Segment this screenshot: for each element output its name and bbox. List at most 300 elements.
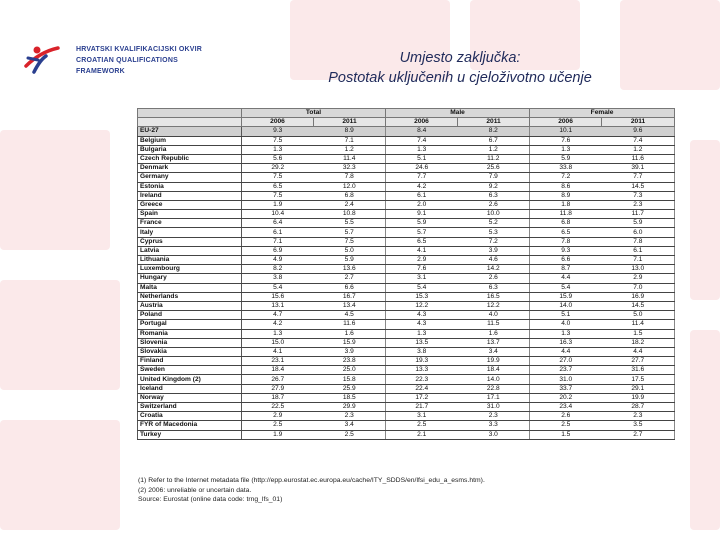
value-cell: 5.1 xyxy=(530,311,602,320)
value-cell: 7.5 xyxy=(242,173,314,182)
table-row xyxy=(138,154,675,163)
source-note: Source: Eurostat (online data code: trng_lfs_01) xyxy=(138,496,283,503)
value-cell: 22.5 xyxy=(242,403,314,412)
value-cell: 8.9 xyxy=(314,127,386,136)
value-cell: 4.5 xyxy=(314,311,386,320)
background-tile xyxy=(0,130,110,250)
value-cell: 13.4 xyxy=(314,301,386,310)
footnotes xyxy=(138,476,485,505)
country-cell: FYR of Macedonia xyxy=(138,421,242,430)
table-row xyxy=(138,182,675,191)
value-cell: 5.4 xyxy=(530,283,602,292)
value-cell: 4.1 xyxy=(242,347,314,356)
value-cell: 7.4 xyxy=(602,136,675,145)
value-cell: 5.9 xyxy=(386,219,458,228)
table-row xyxy=(138,228,675,237)
value-cell: 3.9 xyxy=(314,347,386,356)
country-cell: Luxembourg xyxy=(138,265,242,274)
country-cell: United Kingdom (2) xyxy=(138,375,242,384)
country-cell: Iceland xyxy=(138,384,242,393)
value-cell: 7.8 xyxy=(314,173,386,182)
value-cell: 18.2 xyxy=(602,338,675,347)
value-cell: 6.3 xyxy=(458,191,530,200)
value-cell: 25.6 xyxy=(458,164,530,173)
value-cell: 6.6 xyxy=(530,256,602,265)
value-cell: 4.4 xyxy=(530,274,602,283)
table-row xyxy=(138,366,675,375)
table-row xyxy=(138,301,675,310)
header-group-total: Total xyxy=(242,109,386,118)
header-blank xyxy=(138,109,242,118)
footnote-1: (1) Refer to the Internet metadata file (http://epp.eurostat.ec.europa.eu/cache/ITY_SDDS/en/lfsi_edu_a_esms.htm). xyxy=(138,477,485,484)
value-cell: 4.0 xyxy=(530,320,602,329)
header-year: 2006 xyxy=(386,118,458,127)
table-row xyxy=(138,375,675,384)
logo-line-1: HRVATSKI KVALIFIKACIJSKI OKVIR xyxy=(76,46,203,53)
country-cell: Poland xyxy=(138,311,242,320)
value-cell: 19.9 xyxy=(458,357,530,366)
table-row xyxy=(138,246,675,255)
country-cell: Slovakia xyxy=(138,347,242,356)
table-row xyxy=(138,256,675,265)
value-cell: 8.4 xyxy=(386,127,458,136)
country-cell: Romania xyxy=(138,329,242,338)
value-cell: 13.6 xyxy=(314,265,386,274)
value-cell: 13.5 xyxy=(386,338,458,347)
value-cell: 2.5 xyxy=(242,421,314,430)
country-cell: Denmark xyxy=(138,164,242,173)
logo-line-2: CROATIAN QUALIFICATIONS FRAMEWORK xyxy=(76,57,178,75)
value-cell: 4.7 xyxy=(242,311,314,320)
header-year: 2011 xyxy=(458,118,530,127)
value-cell: 6.0 xyxy=(602,228,675,237)
logo-icon xyxy=(24,42,72,76)
country-cell: Estonia xyxy=(138,182,242,191)
value-cell: 3.4 xyxy=(314,421,386,430)
value-cell: 31.0 xyxy=(458,403,530,412)
value-cell: 18.7 xyxy=(242,393,314,402)
value-cell: 3.9 xyxy=(458,246,530,255)
country-cell: Austria xyxy=(138,301,242,310)
value-cell: 19.3 xyxy=(386,357,458,366)
value-cell: 9.3 xyxy=(242,127,314,136)
value-cell: 6.3 xyxy=(458,283,530,292)
value-cell: 2.9 xyxy=(242,412,314,421)
value-cell: 25.0 xyxy=(314,366,386,375)
value-cell: 6.5 xyxy=(530,228,602,237)
country-cell: Latvia xyxy=(138,246,242,255)
value-cell: 10.8 xyxy=(314,210,386,219)
value-cell: 17.5 xyxy=(602,375,675,384)
country-cell: Switzerland xyxy=(138,403,242,412)
value-cell: 27.9 xyxy=(242,384,314,393)
country-cell: EU-27 xyxy=(138,127,242,136)
value-cell: 2.5 xyxy=(530,421,602,430)
value-cell: 3.1 xyxy=(386,274,458,283)
value-cell: 1.9 xyxy=(242,200,314,209)
footnote-2: (2) 2006: unreliable or uncertain data. xyxy=(138,486,252,494)
value-cell: 2.5 xyxy=(314,430,386,439)
value-cell: 4.6 xyxy=(458,256,530,265)
value-cell: 14.5 xyxy=(602,301,675,310)
value-cell: 3.8 xyxy=(242,274,314,283)
country-cell: Hungary xyxy=(138,274,242,283)
value-cell: 11.6 xyxy=(314,320,386,329)
value-cell: 31.0 xyxy=(530,375,602,384)
value-cell: 7.8 xyxy=(602,237,675,246)
value-cell: 9.6 xyxy=(602,127,675,136)
logo-text xyxy=(76,44,224,77)
value-cell: 14.2 xyxy=(458,265,530,274)
value-cell: 15.9 xyxy=(530,292,602,301)
table-row xyxy=(138,421,675,430)
table-row xyxy=(138,173,675,182)
value-cell: 2.3 xyxy=(458,412,530,421)
value-cell: 5.9 xyxy=(530,154,602,163)
value-cell: 5.9 xyxy=(602,219,675,228)
title-line-1: Umjesto zaključka: xyxy=(399,50,521,66)
value-cell: 5.0 xyxy=(314,246,386,255)
value-cell: 7.5 xyxy=(314,237,386,246)
value-cell: 23.7 xyxy=(530,366,602,375)
header-group-female: Female xyxy=(530,109,675,118)
value-cell: 1.2 xyxy=(458,145,530,154)
value-cell: 6.1 xyxy=(386,191,458,200)
value-cell: 11.7 xyxy=(602,210,675,219)
title-line-2: Postotak uključenih u cjeloživotno učenje xyxy=(328,70,592,86)
value-cell: 13.1 xyxy=(242,301,314,310)
value-cell: 7.8 xyxy=(530,237,602,246)
value-cell: 4.3 xyxy=(386,320,458,329)
value-cell: 1.3 xyxy=(386,145,458,154)
value-cell: 32.3 xyxy=(314,164,386,173)
value-cell: 3.3 xyxy=(458,421,530,430)
value-cell: 8.7 xyxy=(530,265,602,274)
value-cell: 4.3 xyxy=(386,311,458,320)
logo xyxy=(24,40,224,80)
value-cell: 2.4 xyxy=(314,200,386,209)
country-cell: Netherlands xyxy=(138,292,242,301)
value-cell: 10.4 xyxy=(242,210,314,219)
value-cell: 1.3 xyxy=(386,329,458,338)
country-cell: Greece xyxy=(138,200,242,209)
value-cell: 26.7 xyxy=(242,375,314,384)
value-cell: 4.2 xyxy=(386,182,458,191)
country-cell: Turkey xyxy=(138,430,242,439)
value-cell: 11.5 xyxy=(458,320,530,329)
value-cell: 29.9 xyxy=(314,403,386,412)
value-cell: 18.4 xyxy=(242,366,314,375)
value-cell: 13.0 xyxy=(602,265,675,274)
table-row xyxy=(138,403,675,412)
value-cell: 1.5 xyxy=(530,430,602,439)
value-cell: 5.4 xyxy=(386,283,458,292)
value-cell: 6.5 xyxy=(386,237,458,246)
value-cell: 23.1 xyxy=(242,357,314,366)
country-cell: Italy xyxy=(138,228,242,237)
country-cell: Norway xyxy=(138,393,242,402)
value-cell: 1.6 xyxy=(458,329,530,338)
value-cell: 5.3 xyxy=(458,228,530,237)
value-cell: 6.8 xyxy=(530,219,602,228)
value-cell: 11.2 xyxy=(458,154,530,163)
value-cell: 7.6 xyxy=(386,265,458,274)
value-cell: 4.1 xyxy=(386,246,458,255)
value-cell: 12.2 xyxy=(386,301,458,310)
value-cell: 9.2 xyxy=(458,182,530,191)
value-cell: 22.8 xyxy=(458,384,530,393)
value-cell: 17.1 xyxy=(458,393,530,402)
table-row xyxy=(138,384,675,393)
value-cell: 1.9 xyxy=(242,430,314,439)
page-title xyxy=(280,48,640,88)
value-cell: 27.7 xyxy=(602,357,675,366)
value-cell: 33.8 xyxy=(530,164,602,173)
value-cell: 10.1 xyxy=(530,127,602,136)
value-cell: 7.5 xyxy=(242,191,314,200)
table-row xyxy=(138,164,675,173)
table-row xyxy=(138,283,675,292)
header-group-male: Male xyxy=(386,109,530,118)
value-cell: 3.0 xyxy=(458,430,530,439)
value-cell: 2.3 xyxy=(602,200,675,209)
value-cell: 14.5 xyxy=(602,182,675,191)
country-cell: Slovenia xyxy=(138,338,242,347)
value-cell: 16.3 xyxy=(530,338,602,347)
value-cell: 11.6 xyxy=(602,154,675,163)
background-tile xyxy=(690,330,720,530)
value-cell: 1.5 xyxy=(602,329,675,338)
value-cell: 18.4 xyxy=(458,366,530,375)
value-cell: 7.1 xyxy=(314,136,386,145)
value-cell: 13.3 xyxy=(386,366,458,375)
value-cell: 2.6 xyxy=(458,200,530,209)
value-cell: 8.6 xyxy=(530,182,602,191)
value-cell: 8.2 xyxy=(458,127,530,136)
value-cell: 2.0 xyxy=(386,200,458,209)
table-row xyxy=(138,311,675,320)
value-cell: 5.2 xyxy=(458,219,530,228)
country-cell: Sweden xyxy=(138,366,242,375)
value-cell: 24.6 xyxy=(386,164,458,173)
country-cell: Spain xyxy=(138,210,242,219)
value-cell: 14.0 xyxy=(458,375,530,384)
table-row xyxy=(138,412,675,421)
value-cell: 5.6 xyxy=(242,154,314,163)
value-cell: 23.4 xyxy=(530,403,602,412)
value-cell: 31.6 xyxy=(602,366,675,375)
value-cell: 12.0 xyxy=(314,182,386,191)
value-cell: 4.0 xyxy=(458,311,530,320)
table-header-groups xyxy=(138,109,675,118)
value-cell: 2.9 xyxy=(386,256,458,265)
lifelong-learning-table xyxy=(137,108,675,440)
value-cell: 1.3 xyxy=(242,145,314,154)
header-year: 2006 xyxy=(242,118,314,127)
value-cell: 4.2 xyxy=(242,320,314,329)
value-cell: 20.2 xyxy=(530,393,602,402)
table-row xyxy=(138,127,675,136)
table-row xyxy=(138,357,675,366)
table-body xyxy=(138,127,675,439)
value-cell: 19.9 xyxy=(602,393,675,402)
value-cell: 6.1 xyxy=(242,228,314,237)
value-cell: 5.7 xyxy=(314,228,386,237)
value-cell: 8.9 xyxy=(530,191,602,200)
value-cell: 21.7 xyxy=(386,403,458,412)
table-row xyxy=(138,219,675,228)
value-cell: 6.8 xyxy=(314,191,386,200)
country-cell: Germany xyxy=(138,173,242,182)
table-row xyxy=(138,136,675,145)
country-cell: Malta xyxy=(138,283,242,292)
value-cell: 7.5 xyxy=(242,136,314,145)
value-cell: 9.3 xyxy=(530,246,602,255)
value-cell: 28.7 xyxy=(602,403,675,412)
value-cell: 10.0 xyxy=(458,210,530,219)
value-cell: 1.3 xyxy=(530,145,602,154)
value-cell: 23.8 xyxy=(314,357,386,366)
value-cell: 18.5 xyxy=(314,393,386,402)
value-cell: 8.2 xyxy=(242,265,314,274)
country-cell: Czech Republic xyxy=(138,154,242,163)
background-tile xyxy=(0,420,120,530)
value-cell: 6.9 xyxy=(242,246,314,255)
value-cell: 13.7 xyxy=(458,338,530,347)
table-row xyxy=(138,191,675,200)
value-cell: 5.0 xyxy=(602,311,675,320)
value-cell: 1.2 xyxy=(314,145,386,154)
value-cell: 6.4 xyxy=(242,219,314,228)
country-cell: Croatia xyxy=(138,412,242,421)
value-cell: 11.4 xyxy=(602,320,675,329)
value-cell: 5.7 xyxy=(386,228,458,237)
value-cell: 7.1 xyxy=(242,237,314,246)
value-cell: 6.5 xyxy=(242,182,314,191)
country-cell: France xyxy=(138,219,242,228)
value-cell: 22.4 xyxy=(386,384,458,393)
value-cell: 25.9 xyxy=(314,384,386,393)
value-cell: 2.7 xyxy=(602,430,675,439)
value-cell: 6.7 xyxy=(458,136,530,145)
value-cell: 7.0 xyxy=(602,283,675,292)
value-cell: 3.4 xyxy=(458,347,530,356)
background-tile xyxy=(690,140,720,300)
value-cell: 15.8 xyxy=(314,375,386,384)
country-cell: Belgium xyxy=(138,136,242,145)
value-cell: 5.9 xyxy=(314,256,386,265)
value-cell: 29.1 xyxy=(602,384,675,393)
value-cell: 14.0 xyxy=(530,301,602,310)
table-row xyxy=(138,200,675,209)
value-cell: 7.4 xyxy=(386,136,458,145)
header-year: 2011 xyxy=(602,118,675,127)
table-row xyxy=(138,320,675,329)
value-cell: 3.8 xyxy=(386,347,458,356)
country-cell: Portugal xyxy=(138,320,242,329)
value-cell: 29.2 xyxy=(242,164,314,173)
table-row xyxy=(138,237,675,246)
value-cell: 16.7 xyxy=(314,292,386,301)
country-cell: Ireland xyxy=(138,191,242,200)
value-cell: 2.7 xyxy=(314,274,386,283)
value-cell: 16.5 xyxy=(458,292,530,301)
value-cell: 7.1 xyxy=(602,256,675,265)
value-cell: 2.6 xyxy=(458,274,530,283)
table-row xyxy=(138,145,675,154)
value-cell: 5.5 xyxy=(314,219,386,228)
table-row xyxy=(138,265,675,274)
country-cell: Lithuania xyxy=(138,256,242,265)
table-row xyxy=(138,274,675,283)
value-cell: 3.1 xyxy=(386,412,458,421)
header-year: 2011 xyxy=(314,118,386,127)
value-cell: 7.3 xyxy=(602,191,675,200)
value-cell: 5.4 xyxy=(242,283,314,292)
value-cell: 17.2 xyxy=(386,393,458,402)
value-cell: 1.2 xyxy=(602,145,675,154)
value-cell: 2.3 xyxy=(602,412,675,421)
value-cell: 2.6 xyxy=(530,412,602,421)
value-cell: 1.3 xyxy=(242,329,314,338)
table-row xyxy=(138,338,675,347)
value-cell: 15.3 xyxy=(386,292,458,301)
value-cell: 15.9 xyxy=(314,338,386,347)
value-cell: 22.3 xyxy=(386,375,458,384)
value-cell: 33.7 xyxy=(530,384,602,393)
value-cell: 15.0 xyxy=(242,338,314,347)
value-cell: 7.2 xyxy=(458,237,530,246)
background-tile xyxy=(0,280,120,390)
country-cell: Finland xyxy=(138,357,242,366)
value-cell: 4.4 xyxy=(530,347,602,356)
table-row xyxy=(138,393,675,402)
value-cell: 2.9 xyxy=(602,274,675,283)
value-cell: 9.1 xyxy=(386,210,458,219)
header-blank xyxy=(138,118,242,127)
value-cell: 1.3 xyxy=(530,329,602,338)
value-cell: 11.8 xyxy=(530,210,602,219)
value-cell: 2.3 xyxy=(314,412,386,421)
data-table-container xyxy=(133,94,681,514)
value-cell: 6.6 xyxy=(314,283,386,292)
table-row xyxy=(138,347,675,356)
value-cell: 27.0 xyxy=(530,357,602,366)
country-cell: Bulgaria xyxy=(138,145,242,154)
value-cell: 5.1 xyxy=(386,154,458,163)
header-year: 2006 xyxy=(530,118,602,127)
table-row xyxy=(138,329,675,338)
value-cell: 15.6 xyxy=(242,292,314,301)
value-cell: 7.6 xyxy=(530,136,602,145)
value-cell: 7.7 xyxy=(602,173,675,182)
value-cell: 1.6 xyxy=(314,329,386,338)
country-cell: Cyprus xyxy=(138,237,242,246)
value-cell: 7.7 xyxy=(386,173,458,182)
value-cell: 39.1 xyxy=(602,164,675,173)
table-row xyxy=(138,292,675,301)
table-header-years xyxy=(138,118,675,127)
value-cell: 4.9 xyxy=(242,256,314,265)
value-cell: 16.9 xyxy=(602,292,675,301)
value-cell: 3.5 xyxy=(602,421,675,430)
value-cell: 2.5 xyxy=(386,421,458,430)
table-row xyxy=(138,430,675,439)
value-cell: 4.4 xyxy=(602,347,675,356)
value-cell: 1.8 xyxy=(530,200,602,209)
table-row xyxy=(138,210,675,219)
value-cell: 7.9 xyxy=(458,173,530,182)
